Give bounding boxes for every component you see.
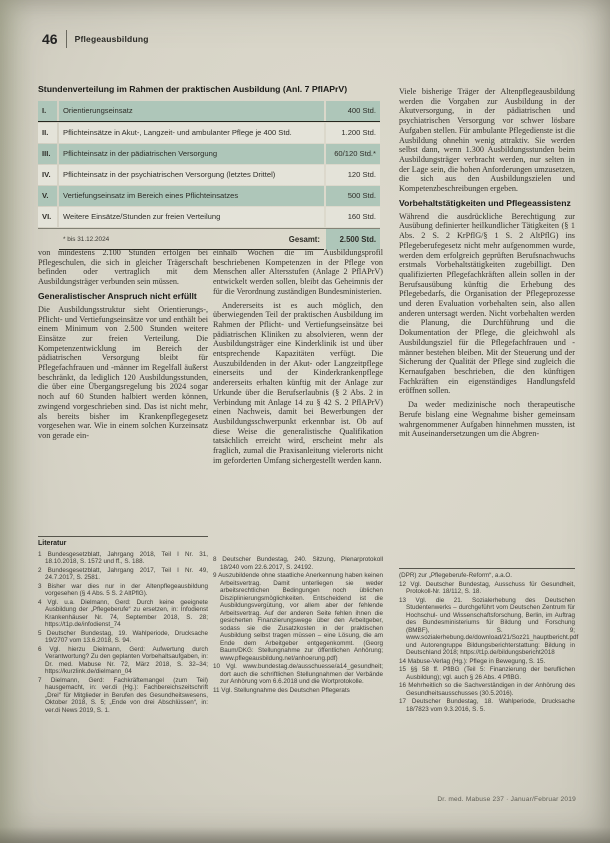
text-column-left [38, 248, 208, 445]
total-row-middle [59, 229, 324, 250]
footnote-item: 3 Bisher war dies nur in der Altenpflegeausbildung vorgesehen (§ 4 Abs. 5 S. 2 AltPflG). [38, 582, 208, 597]
header-divider [66, 30, 67, 48]
subheading-generalistik: Generalistischer Anspruch nicht erfüllt [38, 290, 197, 301]
body-paragraph: von mindestens 2.100 Stunden erfolgen bei Pflegeschulen, die sich in gleicher Trägerschaft befinden oder vertraglich mit dem Ausbildungsträger verbunden sein müssen. [38, 248, 208, 287]
row-value: 1.200 Std. [326, 123, 380, 143]
row-numeral: V. [38, 186, 57, 206]
section-label: Pflegeausbildung [74, 34, 149, 44]
page-number: 46 [42, 31, 58, 47]
literatur-column-right [399, 568, 579, 714]
body-paragraph: einhalb Wochen die im Ausbildungsprofil beschriebenen Kompetenzen in der Pflege von Menschen aller Altersstufen (Anlage 2 PflAPrV) entwickelt werden sollen, bleibt das Geheimnis der für die Verordnung zuständigen Bundesministerien. [213, 248, 383, 296]
footnote-item: 7 Dielmann, Gerd: Fachkräftemangel (zum Teil) hausgemacht, in: ver.di (Hg.): Fachbereichszeitschrift „Drei“ für Mitglieder in Berufen des Gesundheitswesens, Oktober 2018, S. 5; „Ende von drei Abschlüssen“, in: ver.di News 2019, S. 1. [38, 676, 208, 714]
row-value: 60/120 Std.* [326, 144, 380, 164]
table-row [38, 101, 380, 122]
table-title: Stundenverteilung im Rahmen der praktischen Ausbildung (Anl. 7 PflAPrV) [38, 84, 348, 94]
total-label: Gesamt: [288, 234, 320, 244]
text-column-right [399, 87, 575, 439]
table-row [38, 123, 380, 143]
body-paragraph: Andererseits ist es auch möglich, den überwiegenden Teil der praktischen Ausbildung im Rahmen der Pflicht- und Vertiefungseinsätze bei pädiatrischen Kliniken zu absolvieren, wenn der Ausbildungsträger eine Kinderklinik ist und über entsprechende Kapazitäten verfügt. Die Auszubildenden in der Akut- oder Langzeitpflege einerseits und der Kinderkrankenpflege andererseits erhalten künftig mit der Anlage zur Urkunde über die Berufserlaubnis (§ 2 Abs. 2 in Verbindung mit Anlage 14 zu § 42 S. 2 PflAPrV) einen Nachweis, damit bei Bewerbungen der Ausbildungsschwerpunkt erkennbar ist. Ob auf diese Weise die generalistische Qualifikation tatsächlich erreicht wird, erscheint mehr als fraglich, zumal die Praxisanleitung vielerorts nicht im geforderten Umfang sichergestellt werden kann. [213, 300, 383, 465]
table-total-row [38, 228, 380, 250]
row-numeral: IV. [38, 165, 57, 185]
body-paragraph: Die Ausbildungsstruktur sieht Orientierungs-, Pflicht- und Vertiefungseinsätze vor und enthält bei einem Minimum von 2.500 Stunden weitere Einsätze zur freien Verteilung. Die Kompetenzentwicklung im Bereich der pädiatrischen Versorgung bleibt für Pflegefachfrauen und -männer im Regelfall äußerst beschränkt, da lediglich 120 Ausbildungsstunden, die über eine Übergangsregelung bis 2024 sogar noch auf 60 Stunden halbiert werden können, zwingend vorgeschrieben sind. Das ist nicht mehr, als bereits bisher im Krankenpflegegesetz vorgesehen war. Wie in einem solchen Kurzeinsatz von gerade ein- [38, 304, 208, 440]
literatur-rule [38, 536, 208, 537]
subheading-vorbehalt: Vorbehaltstätigkeiten und Pflegeassistenz [399, 197, 571, 208]
table-row [38, 165, 380, 185]
row-label: Vertiefungseinsatz im Bereich eines Pflichteinsatzes [59, 186, 324, 206]
footnote-item: 9 Auszubildende ohne staatliche Anerkennung haben keinen Arbeitsvertrag. Damit unterliegen sie weder arbeitsrechtlichen Bedingungen noch üblichen Disziplinierungsmöglichkeiten. Entscheidend ist die Ausbildungsvergütung, vor allem aber der fehlende Arbeitsvertrag. Auf der anderen Seite fehlen ihnen die gesicherten Finanzierungswege über den Arbeitgeber, sodass sie die Zusatzkosten in der praktischen Ausbildung selbst tragen müssen – eine Lösung, die am Ende dem Arbeitgeber entgegenkommt. (Georg Baum/DKG: Stellungnahme zur öffentlichen Anhörung; www.pflegeausbildung.net/anhoerung.pdf) [213, 572, 383, 662]
footnote-item: 2 Bundesgesetzblatt, Jahrgang 2017, Teil I Nr. 49, 24.7.2017, S. 2581. [38, 566, 208, 581]
row-numeral: VI. [38, 207, 57, 227]
literatur-rule [399, 568, 575, 569]
footnote-item: 12 Vgl. Deutscher Bundestag, Ausschuss für Gesundheit, Protokoll-Nr. 18/112, S. 18. [399, 580, 575, 595]
footnote-item: 14 Mabuse-Verlag (Hg.): Pflege in Bewegung, S. 15. [399, 657, 546, 665]
text-column-middle [213, 248, 383, 465]
hours-table [38, 84, 380, 250]
footnote-item: 1 Bundesgesetzblatt, Jahrgang 2018, Teil I Nr. 31, 18.10.2018, S. 1572 und ff., S. 188. [38, 550, 208, 565]
row-label: Pflichteinsatz in der pädiatrischen Versorgung [59, 144, 324, 164]
row-label: Pflichteinsätze in Akut-, Langzeit- und ambulanter Pflege je 400 Std. [59, 123, 324, 143]
total-value: 2.500 Std. [326, 229, 380, 250]
row-value: 400 Std. [326, 101, 380, 121]
literatur-heading: Literatur [38, 540, 67, 547]
literatur-column-left [38, 536, 208, 715]
journal-footer: Dr. med. Mabuse 237 · Januar/Februar 2019 [437, 796, 576, 803]
row-label: Weitere Einsätze/Stunden zur freien Verteilung [59, 207, 324, 227]
footnote-item: (DPR) zur „Pflegeberufe-Reform“, a.a.O. [399, 572, 513, 579]
body-paragraph: Da weder medizinische noch therapeutische Berufe bislang eine Wegnahme bisher gemeinsam wahrgenommener Aufgaben hinnehmen mussten, ist mit Auseinandersetzungen um die Abgren- [399, 400, 575, 439]
table-footnote: * bis 31.12.2024 [63, 235, 110, 243]
footnote-item: 5 Deutscher Bundestag, 19. Wahlperiode, Drucksache 19/2707 vom 13.6.2018, S. 94. [38, 629, 208, 644]
footnote-item: 11 Vgl. Stellungnahme des Deutschen Pflegerats [213, 686, 350, 694]
row-label: Pflichteinsatz in der psychiatrischen Versorgung (letztes Drittel) [59, 165, 324, 185]
table-row [38, 207, 380, 227]
footnote-item: 15 §§ 58 ff. PflBG (Teil 5: Finanzierung der beruflichen Ausbildung); vgl. auch § 26 Abs. 4 PflBG. [399, 666, 575, 681]
table-row [38, 186, 380, 206]
footnote-item: 13 Vgl. die 21. Sozialerhebung des Deutschen Studentenwerks – durchgeführt vom Deutschen Zentrum für Hochschul- und Wissenschaftsforschung, Berlin, im Auftrag des Bundesministeriums für Bildung und Forschung (BMBF), S. 9; www.sozialerhebung.de/download/21/Soz21_hauptbericht.pdf und Autorengruppe Bildungsberichterstattung: Bildung in Deutschland 2018; https://t1p.de/bildungsbericht2018 [399, 596, 579, 656]
row-numeral: I. [38, 101, 57, 121]
footnote-item: 17 Deutscher Bundestag, 18. Wahlperiode, Drucksache 18/7823 vom 9.3.2016, S. 5. [399, 698, 575, 713]
footnote-item: 10 Vgl. www.bundestag.de/ausschuesse/a14_gesundheit; dort auch die schriftlichen Stellungnahmen der Verbände zur Anhörung vom 6.6.2018 und die Wortprotokolle. [213, 663, 383, 685]
footnote-item: 8 Deutscher Bundestag, 240. Sitzung, Plenarprotokoll 18/240 vom 22.6.2017, S. 24192. [213, 556, 383, 571]
total-row-spacer [38, 229, 57, 250]
row-label: Orientierungseinsatz [59, 101, 324, 121]
literatur-column-middle [213, 556, 383, 695]
running-head [42, 30, 149, 48]
footnote-item: 6 Vgl. hierzu Dielmann, Gerd: Aufwertung durch Verantwortung? Zu den geplanten Vorbehaltsaufgaben, in: Dr. med. Mabuse Nr. 72, März 2018, S. 32–34; https://kurzlink.de/dielmann_04 [38, 645, 208, 675]
row-value: 160 Std. [326, 207, 380, 227]
table-row [38, 144, 380, 164]
footnote-item: 16 Mehrheitlich so die Sachverständigen in der Anhörung des Gesundheitsausschusses (30.5.2016). [399, 682, 575, 697]
body-paragraph: Viele bisherige Träger der Altenpflegeausbildung werden die Vorgaben zur Ausbildung in der Akutversorgung, in der pädiatrischen und psychiatrischen Versorgung vor schwer lösbare Aufgaben stellen. Für ambulante Pflegedienste ist die Ausbildung ohnehin wenig attraktiv. Sie werden selbst dann, wenn 1.300 Ausbildungsstunden beim Ausbildungsträger verbracht werden, nur selten in der Lage sein, die hohen Anforderungen umzusetzen, die sich aus den Ausbildungszielen und Kompetenzbeschreibungen ergeben. [399, 87, 575, 194]
footnote-item: 4 Vgl. u.a. Dielmann, Gerd: Durch keine geeignete Ausbildung der „Pflegeberufe“ zu ersetzen, in: Infodienst Krankenhäuser Nr. 74, September 2018, S. 28; https://t1p.de/infodienst_74 [38, 598, 208, 628]
row-value: 500 Std. [326, 186, 380, 206]
body-paragraph: Während die ausdrückliche Berechtigung zur Ausübung definierter heilkundlicher Tätigkeiten (§ 1 Abs. 2 S. 2 KrPflG/§ 1 S. 2 AltPflG) ins Pflegeberufegesetz nicht mehr aufgenommen wurde, werden dem erfolgreich geprüften Berufsnachwuchs erstmals Vorbehaltstätigkeiten zugebilligt. Den qualifizierten Pflegefachkräften allein sollen in der Berufsausübung künftig die Erhebung des Pflegebedarfs, die Organisation der Pflegeprozesse und deren Evaluation vorbehalten sein, also allen anderen untersagt werden. Nicht vorbehalten werden die Planung, die Durchführung und die Dokumentation der Pflege, die gleichwohl als Ausbildungsziel für die Pflegefachfrauen und -männer bestehen bleiben. Mit der Steuerung und der Sicherung der Qualität der Pflege sind zugleich die Kernaufgaben beschrieben, die den künftigen Fachkräften ein eigenständiges Handlungsfeld eröffnen sollen. [399, 211, 575, 396]
row-numeral: II. [38, 123, 57, 143]
row-value: 120 Std. [326, 165, 380, 185]
row-numeral: III. [38, 144, 57, 164]
